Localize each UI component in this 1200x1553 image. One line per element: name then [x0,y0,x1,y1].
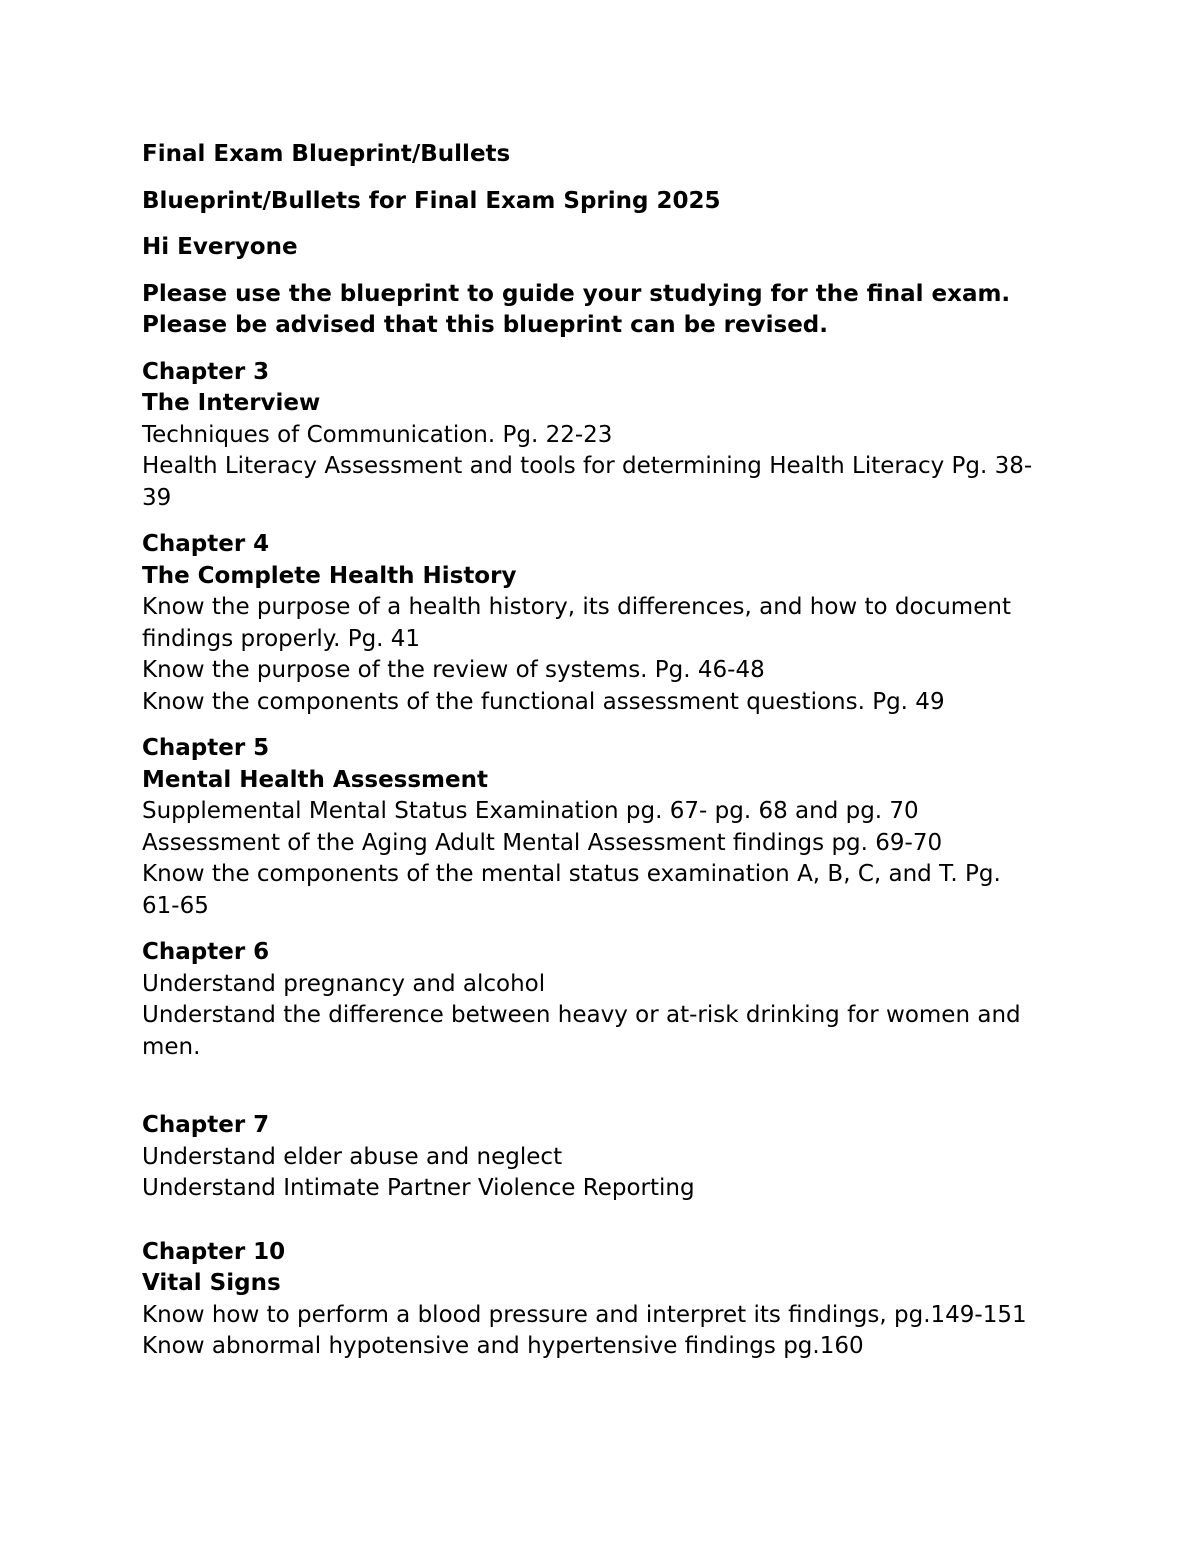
chapter-item: Know how to perform a blood pressure and interpret its findings, pg.149-151 [142,1301,1027,1328]
chapter-heading: Chapter 4 [142,531,270,557]
chapter-section-4 [142,529,1072,718]
chapter-section-5 [142,733,1072,922]
chapter-topic: Vital Signs [142,1270,281,1296]
intro-line: Please use the blueprint to guide your studying for the final exam. [142,280,1011,307]
document-title: Final Exam Blueprint/Bullets [142,141,511,167]
chapter-topic: The Complete Health History [142,562,517,589]
chapter-item: 39 [142,484,172,511]
chapter-item: Understand Intimate Partner Violence Reporting [142,1175,695,1201]
chapter-heading: Chapter 3 [142,358,270,385]
chapter-item: Know the components of the mental status examination A, B, C, and T. Pg. [142,861,1001,887]
intro-line: Please be advised that this blueprint can be revised. [142,312,828,338]
chapter-section-7 [142,1110,1072,1205]
greeting: Hi Everyone [142,234,298,260]
chapter-item: Understand elder abuse and neglect [142,1143,563,1170]
document-page [142,139,1072,1363]
spacer [142,342,1072,357]
spacer [142,1063,1072,1110]
spacer [142,922,1072,937]
chapter-item: Health Literacy Assessment and tools for determining Health Literacy Pg. 38- [142,453,1033,479]
chapter-item: Understand the difference between heavy or at-risk drinking for women and [142,1002,1021,1028]
chapter-item: Techniques of Communication. Pg. 22-23 [142,421,613,448]
chapter-section-10 [142,1237,1072,1363]
chapter-item: Know the purpose of a health history, its differences, and how to document [142,594,1011,620]
chapter-section-3 [142,357,1072,515]
spacer [142,217,1072,232]
chapter-heading: Chapter 7 [142,1112,270,1138]
chapter-item: findings properly. Pg. 41 [142,625,421,652]
spacer [142,264,1072,279]
spacer [142,514,1072,529]
chapter-item: Know abnormal hypotensive and hypertensive findings pg.160 [142,1333,864,1359]
chapter-section-6 [142,937,1072,1063]
chapter-topic: The Interview [142,390,321,416]
spacer [142,171,1072,186]
spacer [142,718,1072,733]
chapter-item: Know the purpose of the review of systems. Pg. 46-48 [142,657,765,683]
chapter-item: Assessment of the Aging Adult Mental Assessment findings pg. 69-70 [142,829,943,856]
spacer [142,1221,1072,1237]
chapter-heading: Chapter 6 [142,939,270,965]
chapter-heading: Chapter 5 [142,735,270,761]
chapter-item: 61-65 [142,892,209,919]
spacer [142,1205,1072,1221]
document-subtitle: Blueprint/Bullets for Final Exam Spring 2025 [142,187,721,214]
chapter-topic: Mental Health Assessment [142,766,488,793]
chapter-item: men. [142,1033,201,1060]
chapter-item: Know the components of the functional assessment questions. Pg. 49 [142,688,945,715]
chapter-item: Supplemental Mental Status Examination pg. 67- pg. 68 and pg. 70 [142,798,919,824]
chapter-heading: Chapter 10 [142,1238,286,1265]
chapter-item: Understand pregnancy and alcohol [142,970,546,997]
